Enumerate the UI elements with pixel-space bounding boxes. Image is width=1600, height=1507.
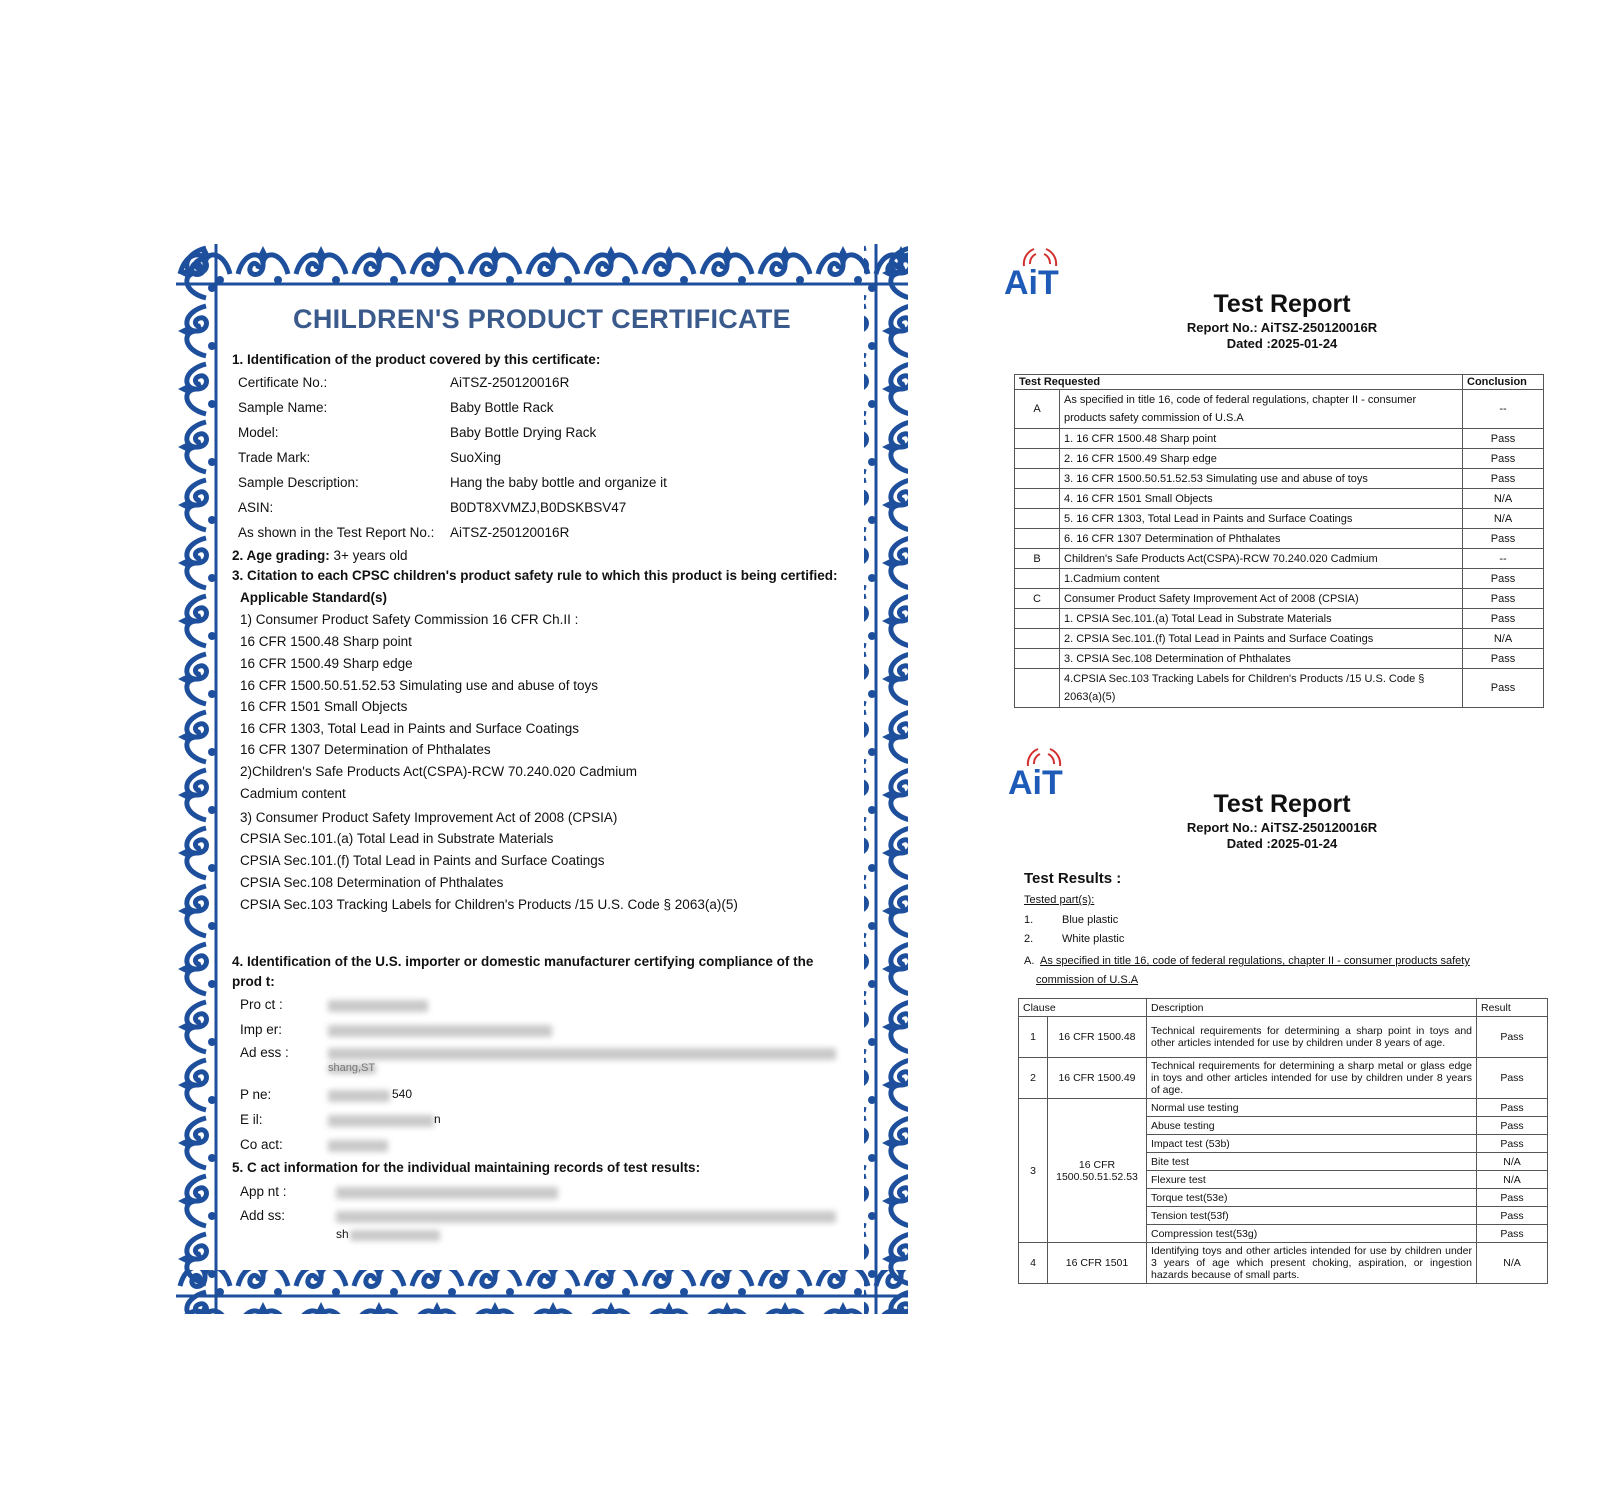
clause: 16 CFR 1500.50.51.52.53 [1048,1099,1147,1243]
importer-label: P ne: [240,1087,272,1102]
row-index [1015,509,1060,529]
clause: 16 CFR 1500.48 [1048,1017,1147,1058]
row-text: 6. 16 CFR 1307 Determination of Phthalates [1060,529,1463,549]
field-label: Model: [238,425,279,440]
clause-number: 1 [1019,1017,1048,1058]
result: Pass [1477,1189,1548,1207]
row-result: Pass [1463,449,1544,469]
part-number: 2. [1024,933,1034,945]
row-text: Consumer Product Safety Improvement Act of 2008 (CPSIA) [1060,589,1463,609]
row-result: Pass [1463,529,1544,549]
header-conclusion: Conclusion [1463,375,1544,390]
field-label: Sample Description: [238,475,359,490]
report1-title: Test Report [1213,290,1351,318]
records-address-head: sh [336,1227,349,1241]
standard-item: Cadmium content [240,786,346,801]
row-index: A [1015,390,1060,429]
importer-label: E il: [240,1112,263,1127]
field-value: AiTSZ-250120016R [450,525,570,540]
section-a-line1: As specified in title 16, code of federal regulations, chapter II - consumer products safety [1040,955,1470,967]
row-result: -- [1463,549,1544,569]
table-row [1015,669,1544,708]
table-row [1019,1099,1548,1117]
age-value: 3+ years old [333,548,408,563]
row-text: As specified in title 16, code of federal regulations, chapter II - consumer products safety commission of U.S.A [1060,390,1463,429]
table-row [1019,1243,1548,1284]
field-label: Certificate No.: [238,375,328,390]
result: Pass [1477,1058,1548,1099]
field-value: Baby Bottle Drying Rack [450,425,597,440]
section5-heading: 5. C act information for the individual maintaining records of test results: [232,1160,701,1175]
row-index [1015,429,1060,449]
email-tail: n [434,1112,441,1126]
table-row [1015,609,1544,629]
standard-item: 1) Consumer Product Safety Commission 16 CFR Ch.II : [240,612,579,627]
row-result: Pass [1463,469,1544,489]
clause-number: 3 [1019,1099,1048,1243]
description: Compression test(53g) [1147,1225,1477,1243]
section4-heading: 4. Identification of the U.S. importer or domestic manufacturer certifying compliance of the [232,954,814,969]
row-index [1015,669,1060,708]
result: Pass [1477,1117,1548,1135]
result: N/A [1477,1153,1548,1171]
clause-number: 4 [1019,1243,1048,1284]
result: Pass [1477,1225,1548,1243]
applicable-standards-heading: Applicable Standard(s) [240,590,388,605]
age-grading [232,548,407,563]
report2-number: Report No.: AiTSZ-250120016R [1186,820,1378,835]
section1-heading: 1. Identification of the product covered by this certificate: [232,352,601,367]
result: Pass [1477,1017,1548,1058]
row-text: 3. CPSIA Sec.108 Determination of Phthalates [1060,649,1463,669]
test-requested-table [1014,374,1544,708]
row-index [1015,609,1060,629]
field-label: As shown in the Test Report No.: [238,525,435,540]
header-test-requested: Test Requested [1015,375,1463,390]
row-text: 2. 16 CFR 1500.49 Sharp edge [1060,449,1463,469]
row-index [1015,569,1060,589]
table-row [1015,529,1544,549]
table-row [1015,629,1544,649]
table-row [1015,390,1544,429]
standard-item: 16 CFR 1307 Determination of Phthalates [240,742,491,757]
result: N/A [1477,1171,1548,1189]
table-row [1019,1017,1548,1058]
standard-item: CPSIA Sec.108 Determination of Phthalates [240,875,504,890]
redacted-value [328,1025,552,1037]
redacted-value [350,1230,440,1241]
field-label: Trade Mark: [238,450,311,465]
redacted-value [328,1048,836,1060]
row-text: 2. CPSIA Sec.101.(f) Total Lead in Paints and Surface Coatings [1060,629,1463,649]
test-results-table [1018,998,1548,1284]
table-row [1015,469,1544,489]
table-row [1015,509,1544,529]
row-result: Pass [1463,609,1544,629]
field-label: Sample Name: [238,400,328,415]
logo-text: AiT [1008,764,1063,798]
description: Flexure test [1147,1171,1477,1189]
report2-title: Test Report [1213,790,1351,818]
phone-tail: 540 [392,1087,413,1101]
records-label: Add ss: [240,1208,286,1223]
row-index [1015,449,1060,469]
row-index [1015,629,1060,649]
row-text: 4. 16 CFR 1501 Small Objects [1060,489,1463,509]
table-row [1015,589,1544,609]
address-tail: shang,ST [328,1062,376,1074]
table-row [1019,1058,1548,1099]
standard-item: 16 CFR 1500.50.51.52.53 Simulating use and abuse of toys [240,678,598,693]
redacted-value [328,1090,390,1102]
row-text: 1. 16 CFR 1500.48 Sharp point [1060,429,1463,449]
row-index [1015,489,1060,509]
report2-date: Dated :2025-01-24 [1226,836,1338,851]
row-index: C [1015,589,1060,609]
table-header [1019,999,1548,1017]
row-text: 1. CPSIA Sec.101.(a) Total Lead in Substrate Materials [1060,609,1463,629]
row-index [1015,529,1060,549]
records-label: App nt : [240,1184,287,1199]
standard-item: 3) Consumer Product Safety Improvement Act of 2008 (CPSIA) [240,810,618,825]
description: Bite test [1147,1153,1477,1171]
description: Impact test (53b) [1147,1135,1477,1153]
importer-label: Pro ct : [240,997,283,1012]
row-result: Pass [1463,569,1544,589]
result: Pass [1477,1135,1548,1153]
logo-text: AiT [1004,264,1059,298]
row-text: 5. 16 CFR 1303, Total Lead in Paints and Surface Coatings [1060,509,1463,529]
result: Pass [1477,1099,1548,1117]
row-text: 4.CPSIA Sec.103 Tracking Labels for Children's Products /15 U.S. Code § 2063(a)(5) [1060,669,1463,708]
result: N/A [1477,1243,1548,1284]
redacted-value [328,1140,388,1152]
certificate-title: CHILDREN'S PRODUCT CERTIFICATE [293,304,791,334]
row-result: -- [1463,390,1544,429]
clause: 16 CFR 1500.49 [1048,1058,1147,1099]
certificate [176,244,908,1314]
row-index: B [1015,549,1060,569]
tested-parts-label: Tested part(s): [1024,894,1095,906]
table-row [1015,429,1544,449]
importer-label: Ad ess : [240,1045,289,1060]
standard-item: 16 CFR 1501 Small Objects [240,699,408,714]
redacted-value [328,1115,434,1127]
section3-heading: 3. Citation to each CPSC children's product safety rule to which this product is being certified: [232,568,838,583]
table-row [1015,549,1544,569]
table-row [1015,569,1544,589]
redacted-value [336,1211,836,1223]
field-value: SuoXing [450,450,502,465]
table-row [1015,449,1544,469]
row-result: Pass [1463,589,1544,609]
result: Pass [1477,1207,1548,1225]
standard-item: CPSIA Sec.103 Tracking Labels for Children's Products /15 U.S. Code § 2063(a)(5) [240,897,738,912]
test-results-heading: Test Results : [1024,870,1122,887]
standard-item: 16 CFR 1500.49 Sharp edge [240,656,413,671]
report1-date: Dated :2025-01-24 [1226,336,1338,351]
table-row [1015,489,1544,509]
part-name: Blue plastic [1062,914,1119,926]
importer-label: Co act: [240,1137,283,1152]
table-row [1015,649,1544,669]
part-number: 1. [1024,914,1034,926]
header-result: Result [1477,999,1548,1017]
section-a-line2: commission of U.S.A [1036,974,1139,986]
row-text: 1.Cadmium content [1060,569,1463,589]
part-name: White plastic [1062,933,1125,945]
row-result: Pass [1463,669,1544,708]
description: Abuse testing [1147,1117,1477,1135]
section-a-prefix: A. [1024,955,1035,967]
header-clause: Clause [1019,999,1147,1017]
row-index [1015,469,1060,489]
table-header [1015,375,1544,390]
field-label: ASIN: [238,500,274,515]
description: Torque test(53e) [1147,1189,1477,1207]
field-value: Hang the baby bottle and organize it [450,475,667,490]
row-result: Pass [1463,429,1544,449]
standard-item: CPSIA Sec.101.(f) Total Lead in Paints and Surface Coatings [240,853,605,868]
row-index [1015,649,1060,669]
description: Tension test(53f) [1147,1207,1477,1225]
row-text: 3. 16 CFR 1500.50.51.52.53 Simulating use and abuse of toys [1060,469,1463,489]
row-result: N/A [1463,629,1544,649]
section4-heading-cont: prod t: [232,974,275,989]
redacted-value [328,1000,428,1012]
row-result: N/A [1463,489,1544,509]
description: Identifying toys and other articles intended for use by children under 3 years of age which present choking, aspiration, or ingestion hazards because of small parts. [1147,1243,1477,1284]
age-label: 2. Age grading: [232,548,330,563]
field-value: AiTSZ-250120016R [450,375,570,390]
importer-label: Imp er: [240,1022,283,1037]
row-text: Children's Safe Products Act(CSPA)-RCW 70.240.020 Cadmium [1060,549,1463,569]
report1-number: Report No.: AiTSZ-250120016R [1186,320,1378,335]
description: Normal use testing [1147,1099,1477,1117]
description: Technical requirements for determining a sharp metal or glass edge in toys and other articles intended for use by children under 8 years of age. [1147,1058,1477,1099]
header-description: Description [1147,999,1477,1017]
standard-item: 2)Children's Safe Products Act(CSPA)-RCW 70.240.020 Cadmium [240,764,637,779]
description: Technical requirements for determining a sharp point in toys and other articles intended for use by children under 8 years of age. [1147,1017,1477,1058]
clause-number: 2 [1019,1058,1048,1099]
row-result: N/A [1463,509,1544,529]
standard-item: 16 CFR 1303, Total Lead in Paints and Surface Coatings [240,721,579,736]
standard-item: CPSIA Sec.101.(a) Total Lead in Substrate Materials [240,831,554,846]
clause: 16 CFR 1501 [1048,1243,1147,1284]
row-result: Pass [1463,649,1544,669]
standard-item: 16 CFR 1500.48 Sharp point [240,634,412,649]
field-value: B0DT8XVMZJ,B0DSKBSV47 [450,500,627,515]
field-value: Baby Bottle Rack [450,400,554,415]
redacted-value [336,1187,558,1199]
